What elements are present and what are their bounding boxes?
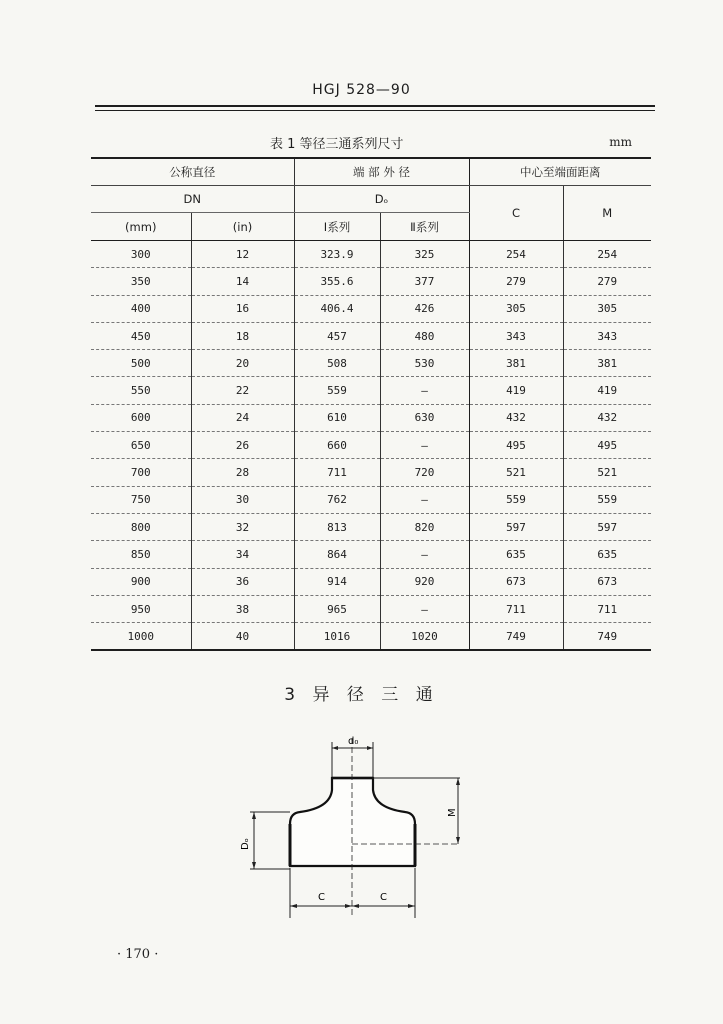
table-row xyxy=(91,568,651,595)
cell-mm: 550 xyxy=(91,377,191,404)
header-end-outer-diameter: 端 部 外 径 xyxy=(294,158,469,186)
header-center-to-end: 中心至端面距离 xyxy=(469,158,651,186)
cell-mm: 750 xyxy=(91,486,191,513)
cell-mm: 800 xyxy=(91,513,191,540)
header-rule xyxy=(95,105,655,107)
table-row xyxy=(91,404,651,431)
do-arrow-bottom xyxy=(252,862,256,869)
header-in: (in) xyxy=(191,213,294,241)
cell-m: 419 xyxy=(563,377,651,404)
table-row xyxy=(91,432,651,459)
c-label-left: C xyxy=(318,892,325,903)
cell-m: 305 xyxy=(563,295,651,322)
d0-arrow-right xyxy=(367,746,373,750)
header-series-2: Ⅱ系列 xyxy=(380,213,469,241)
cell-c: 305 xyxy=(469,295,563,322)
cell-s2: 720 xyxy=(380,459,469,486)
cell-s2: — xyxy=(380,486,469,513)
cell-mm: 500 xyxy=(91,350,191,377)
table-row xyxy=(91,623,651,651)
tee-body xyxy=(290,778,415,866)
cell-in: 30 xyxy=(191,486,294,513)
table-caption: 表 1 等径三通系列尺寸 xyxy=(270,137,404,152)
cell-c: 254 xyxy=(469,241,563,268)
m-arrow-top xyxy=(456,778,460,785)
table-row xyxy=(91,541,651,568)
table-row xyxy=(91,241,651,268)
table-row xyxy=(91,322,651,349)
standard-code: HGJ 528—90 xyxy=(312,82,411,98)
reducing-tee-diagram xyxy=(230,728,460,928)
cell-mm: 700 xyxy=(91,459,191,486)
cell-s1: 660 xyxy=(294,432,380,459)
cell-s2: — xyxy=(380,377,469,404)
cell-s1: 864 xyxy=(294,541,380,568)
cell-mm: 300 xyxy=(91,241,191,268)
cell-s2: 325 xyxy=(380,241,469,268)
cell-m: 495 xyxy=(563,432,651,459)
cell-s2: 530 xyxy=(380,350,469,377)
header-m: M xyxy=(563,186,651,241)
cell-s2: 820 xyxy=(380,513,469,540)
cell-mm: 400 xyxy=(91,295,191,322)
cell-m: 749 xyxy=(563,623,651,651)
cell-c: 381 xyxy=(469,350,563,377)
cell-s2: 426 xyxy=(380,295,469,322)
cell-mm: 350 xyxy=(91,268,191,295)
cell-c: 343 xyxy=(469,322,563,349)
do-arrow-top xyxy=(252,812,256,819)
c-arrow-right xyxy=(408,904,415,908)
section-title: 3 异 径 三 通 xyxy=(284,685,439,705)
cell-in: 18 xyxy=(191,322,294,349)
c-arrow-mid-right xyxy=(352,904,359,908)
c-arrow-mid-left xyxy=(345,904,352,908)
cell-c: 432 xyxy=(469,404,563,431)
do-label: Dₒ xyxy=(240,838,251,850)
cell-s1: 457 xyxy=(294,322,380,349)
cell-in: 34 xyxy=(191,541,294,568)
cell-s1: 762 xyxy=(294,486,380,513)
cell-c: 673 xyxy=(469,568,563,595)
table-row xyxy=(91,486,651,513)
table-row xyxy=(91,268,651,295)
cell-m: 254 xyxy=(563,241,651,268)
cell-in: 40 xyxy=(191,623,294,651)
table-row xyxy=(91,377,651,404)
c-arrow-left xyxy=(290,904,297,908)
d0-label: d₀ xyxy=(348,736,359,747)
cell-s2: — xyxy=(380,432,469,459)
header-mm: (mm) xyxy=(91,213,191,241)
cell-m: 711 xyxy=(563,595,651,622)
cell-m: 559 xyxy=(563,486,651,513)
cell-s1: 508 xyxy=(294,350,380,377)
cell-m: 432 xyxy=(563,404,651,431)
cell-s2: 377 xyxy=(380,268,469,295)
d0-arrow-left xyxy=(332,746,338,750)
cell-s1: 813 xyxy=(294,513,380,540)
cell-c: 711 xyxy=(469,595,563,622)
cell-mm: 850 xyxy=(91,541,191,568)
cell-s1: 406.4 xyxy=(294,295,380,322)
cell-s1: 355.6 xyxy=(294,268,380,295)
header-rule-thin xyxy=(95,110,655,111)
cell-c: 521 xyxy=(469,459,563,486)
m-arrow-bottom xyxy=(456,837,460,844)
cell-c: 495 xyxy=(469,432,563,459)
cell-mm: 900 xyxy=(91,568,191,595)
cell-s2: — xyxy=(380,595,469,622)
cell-in: 36 xyxy=(191,568,294,595)
cell-mm: 450 xyxy=(91,322,191,349)
table-row xyxy=(91,350,651,377)
cell-in: 24 xyxy=(191,404,294,431)
cell-s1: 610 xyxy=(294,404,380,431)
header-series-1: Ⅰ系列 xyxy=(294,213,380,241)
cell-m: 381 xyxy=(563,350,651,377)
cell-m: 673 xyxy=(563,568,651,595)
cell-in: 16 xyxy=(191,295,294,322)
cell-s2: 920 xyxy=(380,568,469,595)
table-row xyxy=(91,459,651,486)
cell-in: 38 xyxy=(191,595,294,622)
cell-s2: — xyxy=(380,541,469,568)
header-nominal-diameter: 公称直径 xyxy=(91,158,294,186)
cell-c: 279 xyxy=(469,268,563,295)
cell-c: 597 xyxy=(469,513,563,540)
cell-in: 28 xyxy=(191,459,294,486)
cell-s2: 1020 xyxy=(380,623,469,651)
cell-s1: 711 xyxy=(294,459,380,486)
cell-m: 635 xyxy=(563,541,651,568)
header-dn: DN xyxy=(91,186,294,213)
cell-s1: 965 xyxy=(294,595,380,622)
m-label: M xyxy=(447,808,458,817)
cell-s1: 1016 xyxy=(294,623,380,651)
cell-s2: 480 xyxy=(380,322,469,349)
cell-m: 521 xyxy=(563,459,651,486)
equal-tee-dimension-table xyxy=(91,157,651,651)
cell-s1: 323.9 xyxy=(294,241,380,268)
cell-mm: 1000 xyxy=(91,623,191,651)
cell-in: 22 xyxy=(191,377,294,404)
cell-s2: 630 xyxy=(380,404,469,431)
cell-in: 12 xyxy=(191,241,294,268)
cell-c: 635 xyxy=(469,541,563,568)
c-label-right: C xyxy=(380,892,387,903)
cell-in: 26 xyxy=(191,432,294,459)
cell-c: 559 xyxy=(469,486,563,513)
page-number: · 170 · xyxy=(117,947,159,962)
table-row xyxy=(91,513,651,540)
table-row xyxy=(91,295,651,322)
cell-in: 14 xyxy=(191,268,294,295)
cell-s1: 559 xyxy=(294,377,380,404)
cell-m: 597 xyxy=(563,513,651,540)
header-do: Dₒ xyxy=(294,186,469,213)
cell-c: 749 xyxy=(469,623,563,651)
cell-s1: 914 xyxy=(294,568,380,595)
cell-in: 20 xyxy=(191,350,294,377)
table-row xyxy=(91,595,651,622)
cell-m: 279 xyxy=(563,268,651,295)
header-c: C xyxy=(469,186,563,241)
cell-mm: 650 xyxy=(91,432,191,459)
cell-c: 419 xyxy=(469,377,563,404)
table-unit: mm xyxy=(609,135,632,149)
cell-in: 32 xyxy=(191,513,294,540)
cell-m: 343 xyxy=(563,322,651,349)
cell-mm: 600 xyxy=(91,404,191,431)
cell-mm: 950 xyxy=(91,595,191,622)
